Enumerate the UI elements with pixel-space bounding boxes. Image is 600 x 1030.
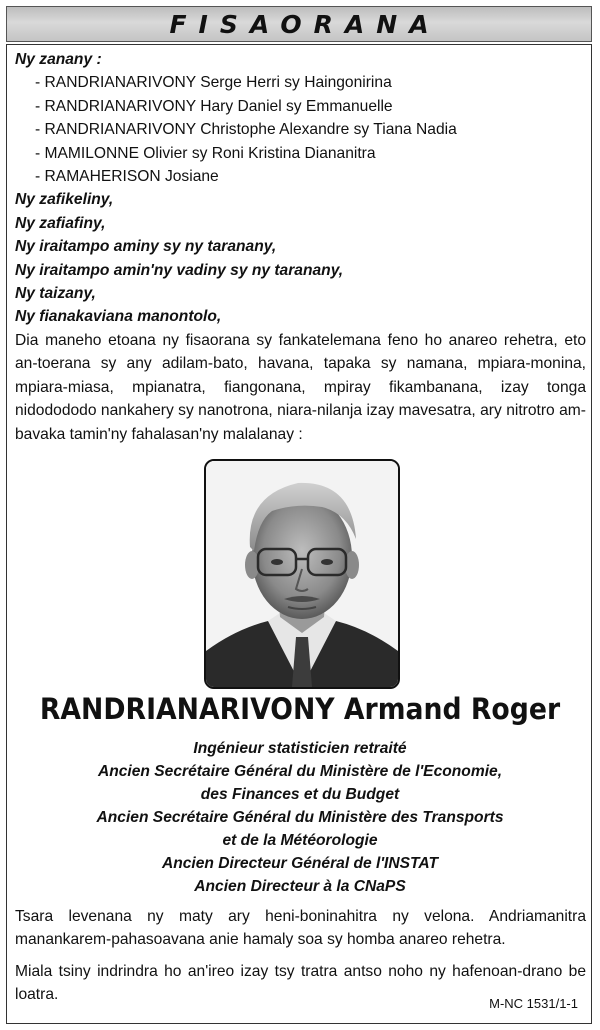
portrait-illustration xyxy=(206,461,398,687)
children-label: Ny zanany : xyxy=(15,51,102,68)
family-line: Ny zafikeliny, xyxy=(15,191,114,209)
title-line: Ancien Secrétaire Général du Ministère de l'Economie, xyxy=(97,763,503,780)
page-title: FISAORANA xyxy=(169,9,441,39)
title-line: Ancien Directeur Général de l'INSTAT xyxy=(161,855,439,872)
title-line: Ancien Directeur à la CNaPS xyxy=(194,878,406,895)
title-line: et de la Météorologie xyxy=(222,832,378,849)
deceased-titles xyxy=(0,737,600,898)
list-item: - RANDRIANARIVONY Serge Herri sy Haingonirina xyxy=(35,74,392,92)
children-list xyxy=(15,71,586,188)
reference-code: M-NC 1531/1-1 xyxy=(489,996,578,1011)
family-line: Ny iraitampo amin'ny vadiny sy ny taranany, xyxy=(15,261,344,279)
closing-paragraph: Miala tsiny indrindra ho an'ireo izay tsy tratra antso noho ny hafenoan-drano be loatra. xyxy=(15,962,586,1004)
thanks-paragraph: Dia maneho etoana ny fisaorana sy fankatelemana feno ho anareo rehetra, eto an-toerana sy any adilam-bato, havana, tapaka sy namana, mpiara-monina, mpiara-miasa, mpianatra, fiangonana, mpiray fikambanana, izay tonga nidodododo nankahery sy nanotrona, niara-nilanja izay mavesatra, ary nitrotro am-bavaka tamin'ny fahalasan'ny malalanay : xyxy=(15,331,586,443)
deceased-name: RANDRIANARIVONY Armand Roger xyxy=(39,692,561,726)
list-item: - RANDRIANARIVONY Hary Daniel sy Emmanuelle xyxy=(35,97,393,115)
closing-paragraph: Tsara levenana ny maty ary heni-boninahitra ny velona. Andriamanitra manankarem-pahasoavana anie hamaly soa sy homba anareo rehetra. xyxy=(15,908,586,949)
family-line: Ny fianakaviana manontolo, xyxy=(15,308,222,326)
list-item: - MAMILONNE Olivier sy Roni Kristina Diananitra xyxy=(35,144,376,162)
intro-section xyxy=(15,48,586,446)
family-line: Ny zafiafiny, xyxy=(15,214,106,232)
portrait-photo xyxy=(204,459,400,689)
family-line: Ny taizany, xyxy=(15,285,96,303)
title-line: Ancien Secrétaire Général du Ministère des Transports xyxy=(96,809,504,826)
title-line: des Finances et du Budget xyxy=(200,786,400,803)
list-item: - RAMAHERISON Josiane xyxy=(35,168,219,186)
family-line: Ny iraitampo aminy sy ny taranany, xyxy=(15,238,277,256)
title-line: Ingénieur statisticien retraité xyxy=(193,740,407,757)
list-item: - RANDRIANARIVONY Christophe Alexandre sy Tiana Nadia xyxy=(35,121,457,139)
header-bar xyxy=(6,6,592,42)
